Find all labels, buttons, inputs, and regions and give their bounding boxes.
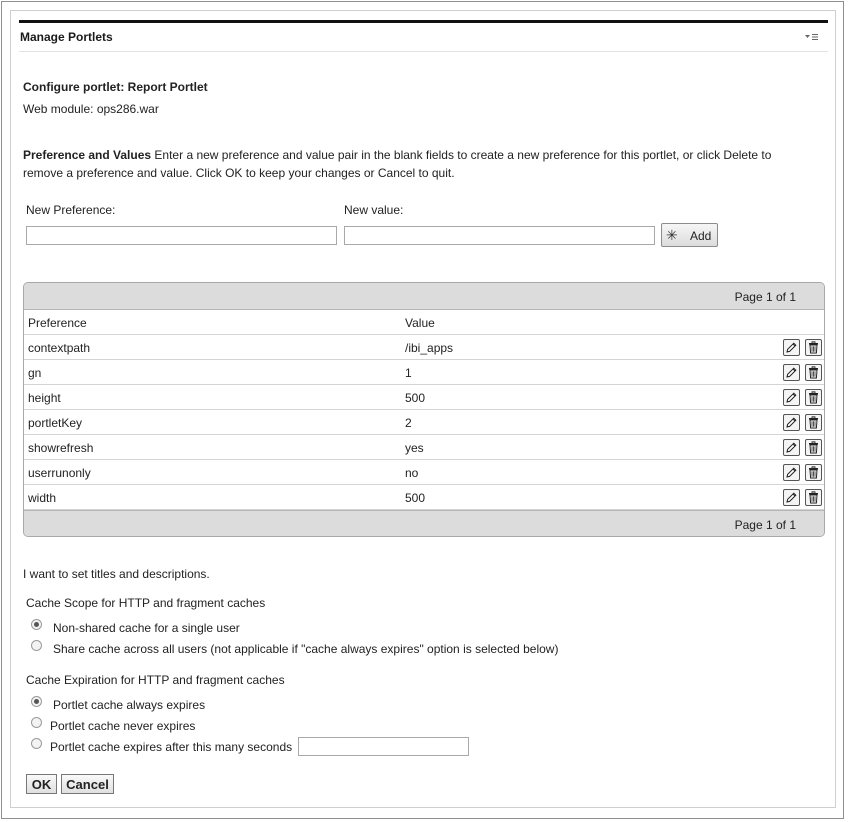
- delete-button[interactable]: [805, 364, 822, 381]
- cell-preference: showrefresh: [28, 441, 94, 455]
- new-value-input[interactable]: [344, 226, 655, 245]
- add-button-label: Add: [690, 229, 712, 243]
- edit-button[interactable]: [783, 414, 800, 431]
- scope-option-non-shared: Non-shared cache for a single user: [53, 621, 240, 635]
- cancel-button[interactable]: Cancel: [61, 774, 114, 794]
- table-row: [24, 435, 824, 460]
- delete-button[interactable]: [805, 439, 822, 456]
- cell-preference: width: [28, 491, 57, 505]
- cell-preference: height: [28, 391, 61, 405]
- web-module-label: Web module: ops286.war: [23, 102, 159, 116]
- add-button[interactable]: [661, 223, 718, 247]
- menu-icon[interactable]: [805, 33, 819, 41]
- instructions: [23, 146, 813, 182]
- table-row: [24, 485, 824, 510]
- delete-button[interactable]: [805, 339, 822, 356]
- pager-bottom: [24, 510, 824, 537]
- edit-button[interactable]: [783, 439, 800, 456]
- preferences-heading: Preference and Values: [23, 148, 152, 162]
- cell-preference: contextpath: [28, 341, 91, 355]
- cell-value: 500: [405, 391, 426, 405]
- cell-value: 2: [405, 416, 412, 430]
- delete-button[interactable]: [805, 414, 822, 431]
- page-title: Manage Portlets: [20, 30, 113, 44]
- table-row: [24, 460, 824, 485]
- new-preference-input[interactable]: [26, 226, 337, 245]
- titles-descriptions-text: I want to set titles and descriptions.: [23, 567, 210, 581]
- pager-bottom-text: Page 1 of 1: [734, 518, 796, 532]
- scope-radio-shared[interactable]: [31, 640, 42, 651]
- header-divider: [19, 51, 828, 52]
- configure-title: Configure portlet: Report Portlet: [23, 80, 208, 94]
- instructions-line2: remove a preference and value. Click OK to keep your changes or Cancel to quit.: [23, 166, 455, 180]
- delete-button[interactable]: [805, 489, 822, 506]
- cell-preference: gn: [28, 366, 42, 380]
- pager-top: [24, 283, 824, 310]
- expire-radio-never[interactable]: [31, 717, 42, 728]
- expire-option-never: Portlet cache never expires: [50, 719, 196, 733]
- column-header-value: Value: [405, 316, 435, 330]
- table-row: [24, 335, 824, 360]
- table-row: [24, 385, 824, 410]
- cell-value: 500: [405, 491, 426, 505]
- delete-button[interactable]: [805, 464, 822, 481]
- column-header-preference: Preference: [28, 316, 87, 330]
- new-preference-label: New Preference:: [26, 203, 116, 217]
- table-row: [24, 410, 824, 435]
- preferences-table: [23, 282, 825, 537]
- edit-button[interactable]: [783, 464, 800, 481]
- expire-seconds-input[interactable]: [298, 737, 469, 756]
- cell-preference: portletKey: [28, 416, 83, 430]
- cell-value: yes: [405, 441, 424, 455]
- cell-value: no: [405, 466, 419, 480]
- ok-button[interactable]: OK: [26, 774, 57, 794]
- pager-top-text: Page 1 of 1: [734, 290, 796, 304]
- instructions-line1: Enter a new preference and value pair in the blank fields to create a new preference for this portlet, or click Delete to: [154, 148, 772, 162]
- edit-button[interactable]: [783, 364, 800, 381]
- table-header-row: [24, 310, 824, 335]
- scope-option-shared: Share cache across all users (not applicable if "cache always expires" option is selected below): [53, 642, 559, 656]
- edit-button[interactable]: [783, 389, 800, 406]
- cell-value: 1: [405, 366, 412, 380]
- cell-preference: userrunonly: [28, 466, 91, 480]
- header-accent-bar: [19, 20, 828, 23]
- cache-scope-label: Cache Scope for HTTP and fragment caches: [26, 596, 266, 610]
- edit-button[interactable]: [783, 339, 800, 356]
- cell-value: /ibi_apps: [405, 341, 454, 355]
- cache-expiration-label: Cache Expiration for HTTP and fragment caches: [26, 673, 285, 687]
- star-icon: ✳: [666, 227, 678, 243]
- delete-button[interactable]: [805, 389, 822, 406]
- scope-radio-non-shared[interactable]: [31, 619, 42, 630]
- edit-button[interactable]: [783, 489, 800, 506]
- expire-radio-seconds[interactable]: [31, 738, 42, 749]
- new-value-label: New value:: [344, 203, 404, 217]
- expire-radio-always[interactable]: [31, 696, 42, 707]
- expire-option-seconds: Portlet cache expires after this many seconds: [50, 740, 293, 754]
- table-row: [24, 360, 824, 385]
- expire-option-always: Portlet cache always expires: [53, 698, 206, 712]
